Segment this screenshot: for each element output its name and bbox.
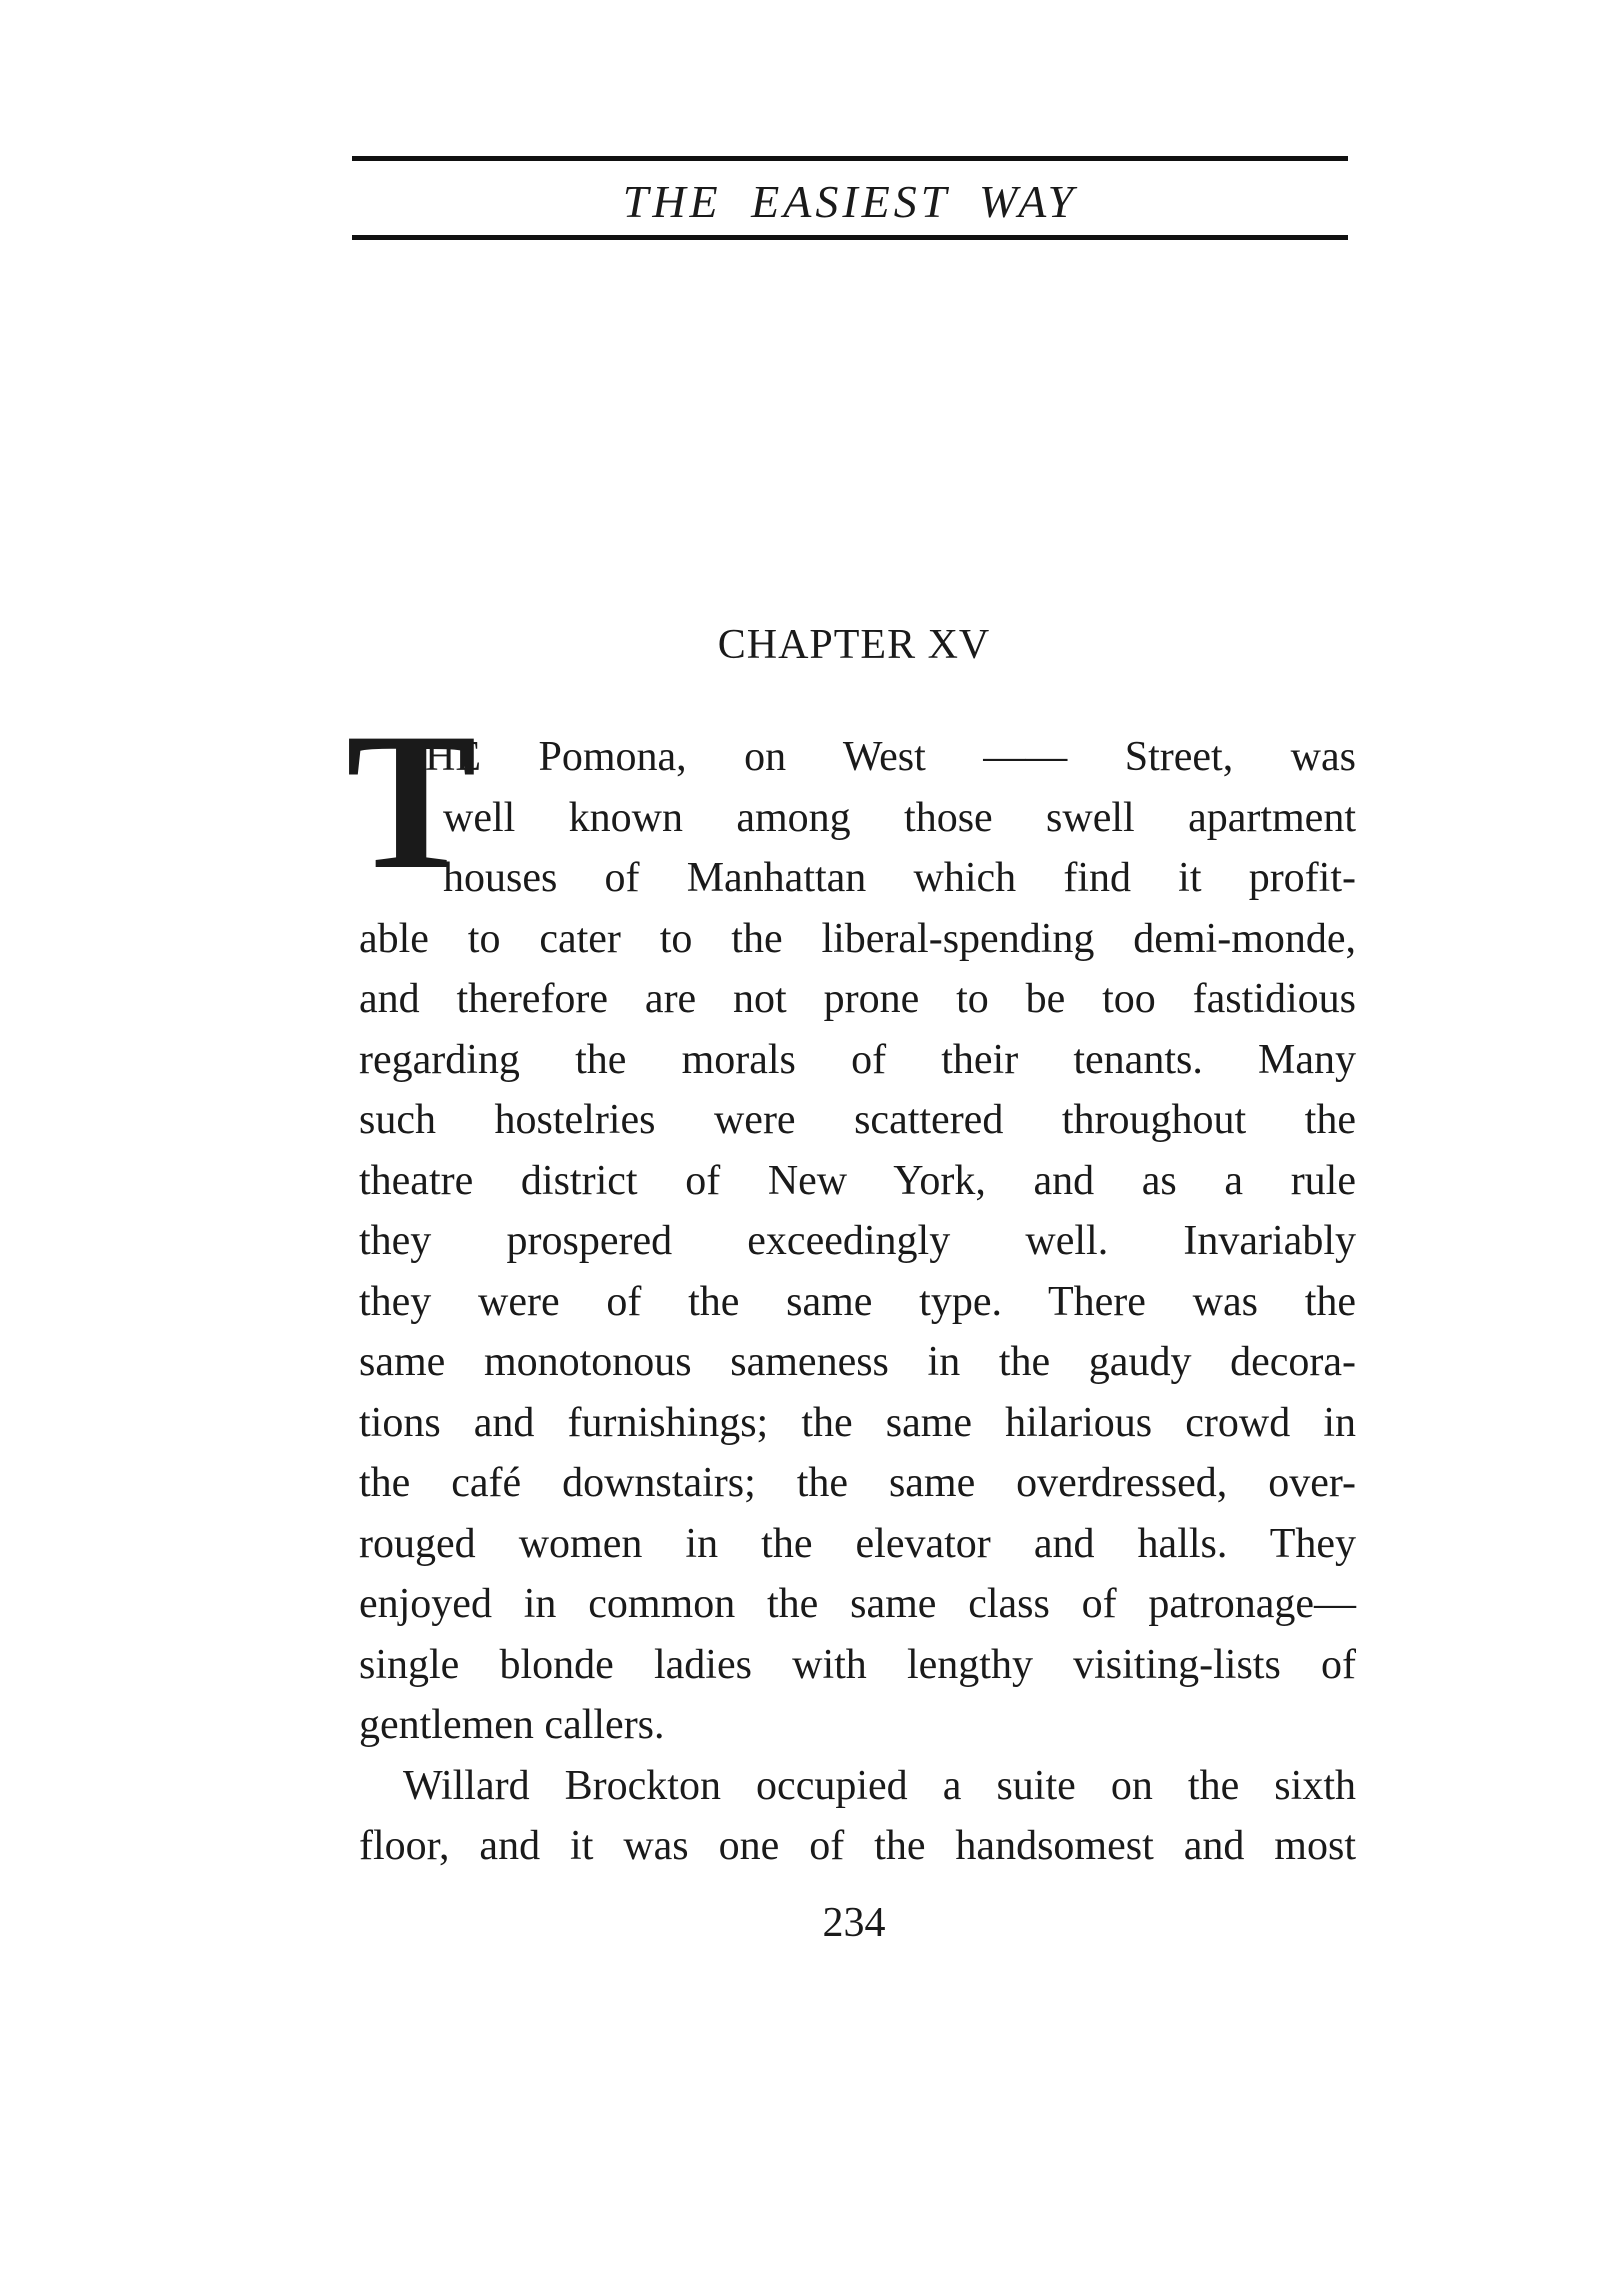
text-line: single blonde ladies with lengthy visiting-lists of [359, 1641, 1356, 1688]
text-line: the café downstairs; the same overdressed, over- [359, 1460, 1356, 1506]
text-line: well known among those swell apartment [443, 794, 1356, 841]
text-line: Willard Brockton occupied a suite on the sixth [403, 1762, 1356, 1809]
drop-cap: T [346, 693, 477, 910]
header-rule-top [352, 156, 1348, 161]
text-line: regarding the morals of their tenants. Many [359, 1036, 1356, 1083]
text-line: theatre district of New York, and as a rule [359, 1157, 1356, 1204]
text-line: they prospered exceedingly well. Invariably [359, 1218, 1356, 1264]
text-line: floor, and it was one of the handsomest and most [359, 1823, 1356, 1869]
text-line: such hostelries were scattered throughout the [359, 1097, 1356, 1143]
text-line: tions and furnishings; the same hilarious crowd in [359, 1399, 1356, 1446]
text-line: same monotonous sameness in the gaudy decora- [359, 1339, 1356, 1385]
header-rule-bottom [352, 235, 1348, 240]
text-line: HE Pomona, on West —— Street, was [425, 734, 1356, 780]
text-line: and therefore are not prone to be too fastidious [359, 976, 1356, 1022]
text-line: rouged women in the elevator and halls. They [359, 1520, 1356, 1567]
text-line: enjoyed in common the same class of patronage— [359, 1581, 1356, 1627]
text-line: able to cater to the liberal-spending demi-monde, [359, 915, 1356, 962]
text-line: they were of the same type. There was the [359, 1278, 1356, 1325]
page-number: 234 [822, 1900, 886, 1946]
text-line: houses of Manhattan which find it profit- [443, 855, 1356, 901]
chapter-title: CHAPTER XV [717, 622, 991, 668]
running-head: THE EASIEST WAY [622, 176, 1078, 227]
text-line: gentlemen callers. [359, 1702, 665, 1748]
